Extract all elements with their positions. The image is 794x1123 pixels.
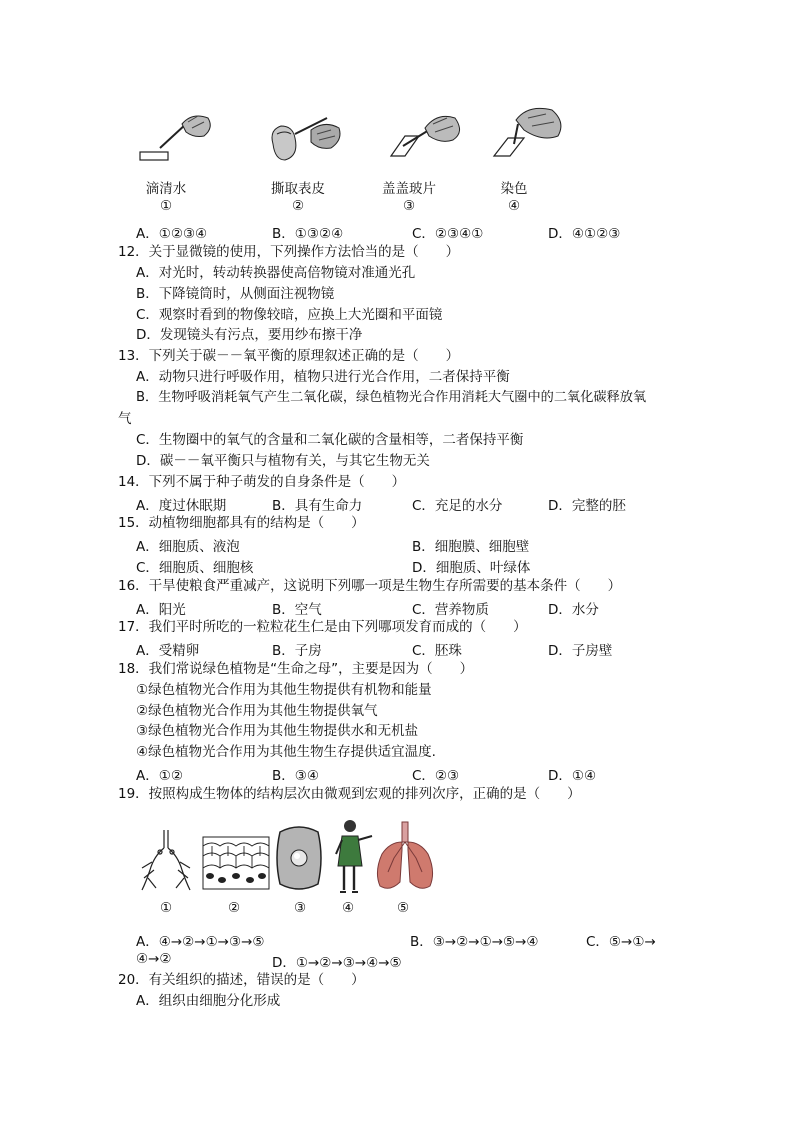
structure-num-1: ① [159, 900, 173, 916]
structure-levels-figure [134, 818, 444, 898]
structure-num-5: ⑤ [396, 900, 410, 916]
q19-option-a: A．④→②→①→③→⑤ [136, 934, 265, 950]
q13-option-a: A．动物只进行呼吸作用，植物只进行光合作用，二者保持平衡 [136, 369, 510, 385]
q19-option-c-wrap: ④→② [136, 951, 172, 967]
q15-option-b: B．细胞膜、细胞壁 [412, 539, 530, 555]
q20-option-a: A．组织由细胞分化形成 [136, 993, 281, 1009]
q14-option-d: D．完整的胚 [548, 498, 626, 514]
q19-stem: 19．按照构成生物体的结构层次由微观到宏观的排列次序，正确的是（ ） [118, 786, 581, 802]
q14-stem: 14．下列不属于种子萌发的自身条件是（ ） [118, 474, 406, 490]
q11-option-b: B．①③②④ [272, 226, 344, 242]
q19-option-b: B．③→②→①→⑤→④ [410, 934, 539, 950]
q18-statement-2: ②绿色植物光合作用为其他生物提供氧气 [136, 703, 378, 719]
q16-option-d: D．水分 [548, 602, 599, 618]
staining-illustration [488, 104, 572, 168]
procedure-num-3: ③ [402, 198, 416, 214]
q18-option-c: C．②③ [412, 768, 460, 784]
q13-option-d: D．碳－－氧平衡只与植物有关，与其它生物无关 [136, 453, 430, 469]
q12-option-b: B．下降镜筒时，从侧面注视物镜 [136, 286, 335, 302]
q15-stem: 15．动植物细胞都具有的结构是（ ） [118, 515, 365, 531]
q17-option-c: C．胚珠 [412, 643, 462, 659]
drip-water-illustration [138, 108, 216, 168]
q13-option-b: B．生物呼吸消耗氧气产生二氧化碳，绿色植物光合作用消耗大气圈中的二氧化碳释放氧 [136, 390, 647, 405]
q13-option-b-wrap: 气 [118, 411, 132, 427]
structure-num-4: ④ [341, 900, 355, 916]
q16-option-b: B．空气 [272, 602, 322, 618]
procedure-num-4: ④ [507, 198, 521, 214]
cell-illustration [272, 822, 326, 894]
q19-option-d: D．①→②→③→④→⑤ [272, 955, 402, 971]
q11-option-a: A．①②③④ [136, 226, 208, 242]
q17-option-a: A．受精卵 [136, 643, 200, 659]
q12-option-d: D．发现镜头有污点，要用纱布擦干净 [136, 327, 363, 343]
q17-option-b: B．子房 [272, 643, 322, 659]
q13-option-c: C．生物圈中的氧气的含量和二氧化碳的含量相等，二者保持平衡 [136, 432, 524, 448]
tear-epidermis-illustration [265, 104, 345, 168]
q16-option-c: C．营养物质 [412, 602, 489, 618]
q14-option-a: A．度过休眠期 [136, 498, 227, 514]
q12-stem: 12．关于显微镜的使用，下列操作方法恰当的是（ ） [118, 244, 460, 260]
procedure-caption-2: 撕取表皮 [271, 181, 325, 197]
structure-num-2: ② [227, 900, 241, 916]
procedure-figure [130, 104, 590, 174]
q17-stem: 17．我们平时所吃的一粒粒花生仁是由下列哪项发育而成的（ ） [118, 619, 527, 635]
procedure-caption-3: 盖盖玻片 [382, 181, 436, 197]
q20-stem: 20．有关组织的描述，错误的是（ ） [118, 972, 365, 988]
q18-option-a: A．①② [136, 768, 183, 784]
procedure-num-2: ② [291, 198, 305, 214]
q16-stem: 16．干旱使粮食严重减产，这说明下列哪一项是生物生存所需要的基本条件（ ） [118, 578, 622, 594]
procedure-caption-4: 染色 [500, 181, 528, 197]
respiratory-system-illustration [372, 820, 438, 894]
procedure-num-1: ① [159, 198, 173, 214]
q18-statement-4: ④绿色植物光合作用为其他生物生存提供适宜温度. [136, 744, 436, 760]
cover-slip-illustration [385, 106, 469, 168]
q18-option-d: D．①④ [548, 768, 597, 784]
q15-option-c: C．细胞质、细胞核 [136, 560, 254, 576]
q17-option-d: D．子房壁 [548, 643, 613, 659]
q13-stem: 13．下列关于碳－－氧平衡的原理叙述正确的是（ ） [118, 348, 460, 364]
q15-option-a: A．细胞质、液泡 [136, 539, 240, 555]
q19-option-c: C．⑤→①→ [586, 934, 656, 950]
vascular-bundle-illustration [136, 826, 196, 894]
q16-option-a: A．阳光 [136, 602, 186, 618]
q15-option-d: D．细胞质、叶绿体 [412, 560, 531, 576]
structure-num-3: ③ [293, 900, 307, 916]
tissue-illustration [202, 836, 270, 890]
q14-option-c: C．充足的水分 [412, 498, 503, 514]
q12-option-a: A．对光时，转动转换器使高倍物镜对准通光孔 [136, 265, 416, 281]
q18-statement-1: ①绿色植物光合作用为其他生物提供有机物和能量 [136, 682, 432, 698]
q18-statement-3: ③绿色植物光合作用为其他生物提供水和无机盐 [136, 723, 419, 739]
q12-option-c: C．观察时看到的物像较暗，应换上大光圈和平面镜 [136, 307, 443, 323]
q14-option-b: B．具有生命力 [272, 498, 363, 514]
q18-stem: 18．我们常说绿色植物是“生命之母”，主要是因为（ ） [118, 661, 474, 677]
procedure-caption-1: 滴清水 [145, 181, 187, 197]
q11-option-d: D．④①②③ [548, 226, 621, 242]
q11-option-c: C．②③④① [412, 226, 484, 242]
q18-option-b: B．③④ [272, 768, 319, 784]
human-figure-illustration [332, 818, 376, 896]
